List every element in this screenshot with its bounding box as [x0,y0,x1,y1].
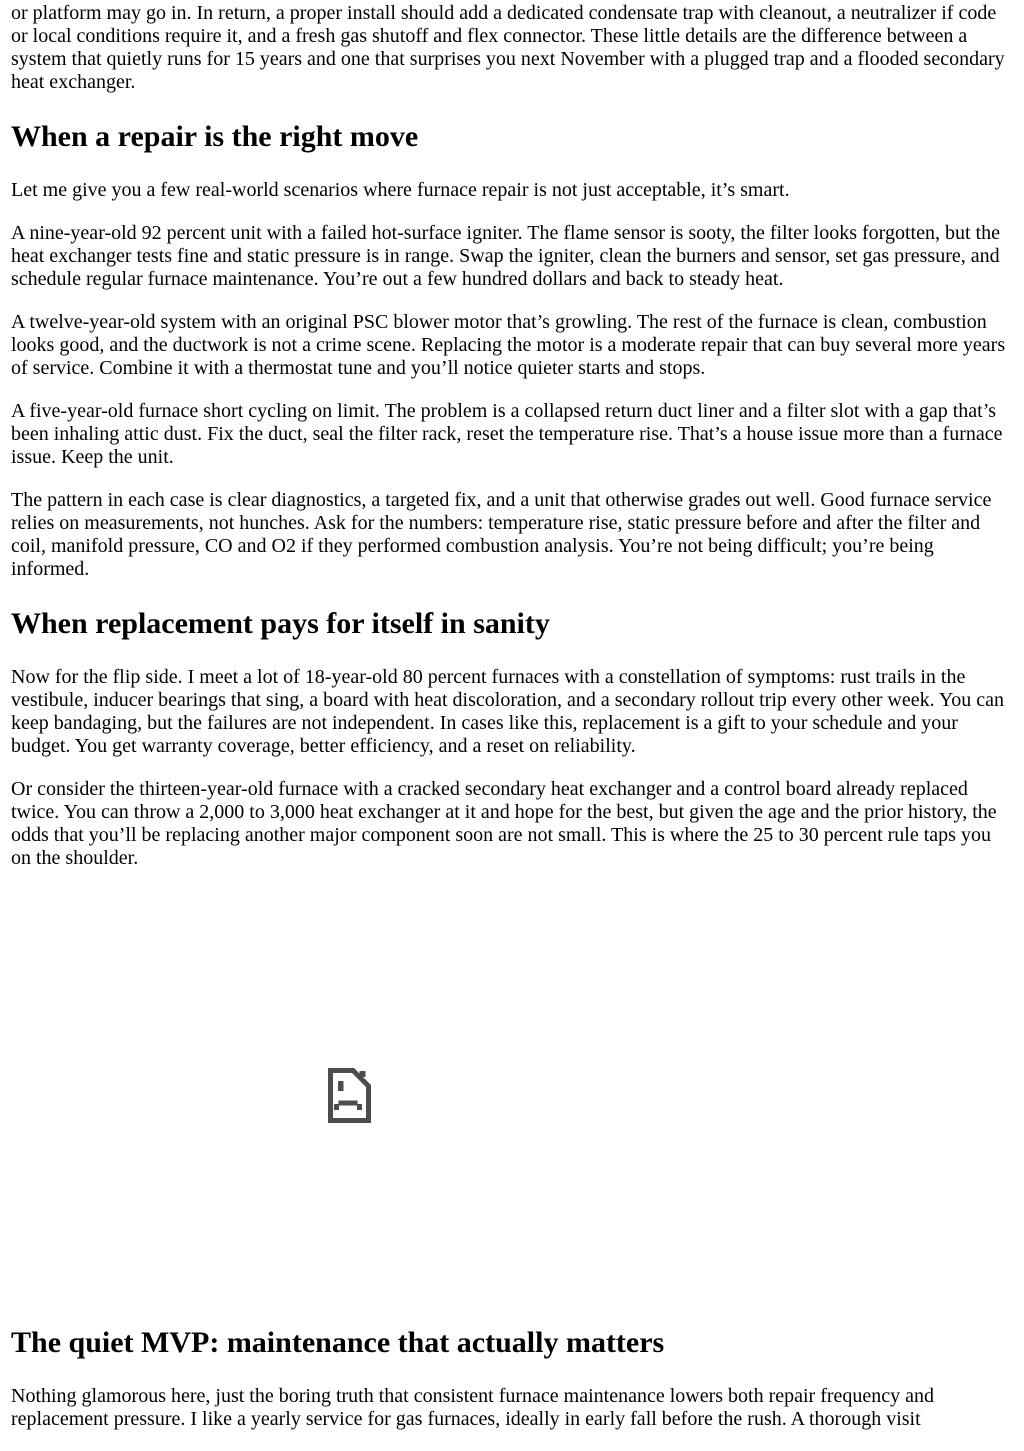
article-page [0,2,1024,1431]
paragraph: Let me give you a few real-world scenarios where furnace repair is not just acceptable, it’s smart. [11,179,790,201]
section-heading-replacement: When replacement pays for itself in sanity [11,607,550,640]
paragraph: Or consider the thirteen-year-old furnace with a cracked secondary heat exchanger and a control board already replaced twice. You can throw a 2,000 to 3,000 heat exchanger at it and hope for the best, but given the age and the prior history, the odds that you’ll be replacing another major component soon are not small. This is where the 25 to 30 percent rule taps you on the shoulder. [11,778,997,869]
intro-paragraph: or platform may go in. In return, a proper install should add a dedicated condensate trap with cleanout, a neutralizer if code or local conditions require it, and a fresh gas shutoff and flex connector. These little details are the difference between a system that quietly runs for 15 years and one that surprises you next November with a plugged trap and a flooded secondary heat exchanger. [11,2,1005,93]
broken-image-placeholder [11,890,687,1300]
paragraph: Now for the flip side. I meet a lot of 18-year-old 80 percent furnaces with a constellation of symptoms: rust trails in the vestibule, inducer bearings that sing, a board with heat discoloration, and a secondary rollout trip every other week. You can keep bandaging, but the failures are not independent. In cases like this, replacement is a gift to your schedule and your budget. You get warranty coverage, better efficiency, and a reset on reliability. [11,666,1005,757]
paragraph: A nine-year-old 92 percent unit with a failed hot-surface igniter. The flame sensor is sooty, the filter looks forgotten, but the heat exchanger tests fine and static pressure is in range. Swap the igniter, clean the burners and sensor, set gas pressure, and schedule regular furnace maintenance. You’re out a few hundred dollars and back to steady heat. [11,222,1000,290]
paragraph: Nothing glamorous here, just the boring truth that consistent furnace maintenance lowers both repair frequency and replacement pressure. I like a yearly service for gas furnaces, ideally in early fall before the rush. A thorough visit [11,1385,935,1430]
broken-image-wrapper [11,890,1013,1300]
paragraph: The pattern in each case is clear diagnostics, a targeted fix, and a unit that otherwise grades out well. Good furnace service relies on measurements, not hunches. Ask for the numbers: temperature rise, static pressure before and after the filter and coil, manifold pressure, CO and O2 if they performed combustion analysis. You’re not being difficult; you’re being informed. [11,489,992,580]
paragraph: A twelve-year-old system with an original PSC blower motor that’s growling. The rest of the furnace is clean, combustion looks good, and the ductwork is not a crime scene. Replacing the motor is a moderate repair that can buy several more years of service. Combine it with a thermostat tune and you’ll notice quieter starts and stops. [11,311,1006,379]
section-heading-maintenance: The quiet MVP: maintenance that actually matters [11,1326,665,1359]
section-heading-repair: When a repair is the right move [11,120,419,153]
broken-image-icon [328,1068,371,1123]
paragraph: A five-year-old furnace short cycling on limit. The problem is a collapsed return duct liner and a filter slot with a gap that’s been inhaling attic dust. Fix the duct, seal the filter rack, reset the temperature rise. That’s a house issue more than a furnace issue. Keep the unit. [11,400,1003,468]
